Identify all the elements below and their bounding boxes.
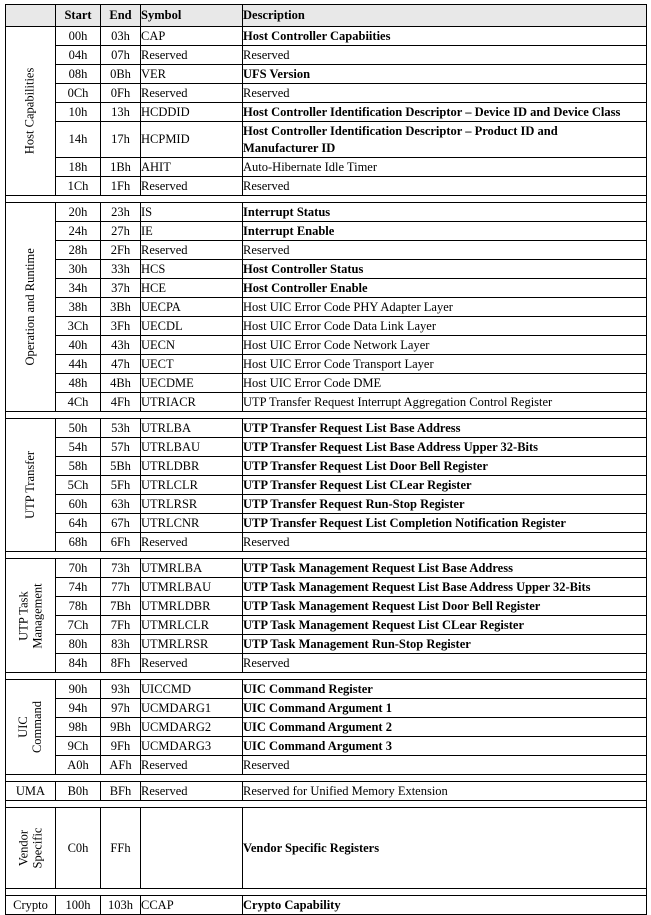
- cell-description: UIC Command Argument 1: [243, 699, 647, 718]
- cell-description: UTP Task Management Run-Stop Register: [243, 635, 647, 654]
- cell-description: UTP Transfer Request List Base Address Upper 32-Bits: [243, 438, 647, 457]
- cell-symbol: CCAP: [141, 896, 243, 915]
- section-label-operation-and-runtime: [6, 203, 56, 412]
- cell-end: 17h: [101, 122, 141, 158]
- cell-description: Reserved: [243, 654, 647, 673]
- cell-symbol: HCS: [141, 260, 243, 279]
- cell-start: 14h: [56, 122, 101, 158]
- cell-description: UTP Transfer Request Interrupt Aggregation Control Register: [243, 393, 647, 412]
- table-row: [6, 699, 647, 718]
- cell-start: 54h: [56, 438, 101, 457]
- cell-start: 70h: [56, 559, 101, 578]
- section-label-line: UIC: [16, 716, 31, 738]
- cell-symbol: UTMRLDBR: [141, 597, 243, 616]
- cell-end: 9Bh: [101, 718, 141, 737]
- cell-end: 47h: [101, 355, 141, 374]
- table-row: [6, 374, 647, 393]
- cell-start: 74h: [56, 578, 101, 597]
- table-row: [6, 438, 647, 457]
- section-label-utp-task-management: [6, 559, 56, 673]
- cell-description: Reserved: [243, 46, 647, 65]
- table-row: [6, 317, 647, 336]
- section-label-text: [17, 701, 45, 753]
- cell-description: UTP Transfer Request List CLear Register: [243, 476, 647, 495]
- section-label-text: Crypto: [13, 897, 48, 912]
- cell-description: Host UIC Error Code Data Link Layer: [243, 317, 647, 336]
- section-label-text: [17, 583, 45, 648]
- cell-start: 64h: [56, 514, 101, 533]
- cell-symbol: Reserved: [141, 533, 243, 552]
- cell-start: B0h: [56, 782, 101, 801]
- table-row: [6, 635, 647, 654]
- cell-start: 9Ch: [56, 737, 101, 756]
- cell-end: 7Bh: [101, 597, 141, 616]
- cell-description: Host UIC Error Code DME: [243, 374, 647, 393]
- cell-end: 53h: [101, 419, 141, 438]
- cell-description: Reserved: [243, 177, 647, 196]
- cell-end: 83h: [101, 635, 141, 654]
- cell-description: Reserved: [243, 241, 647, 260]
- cell-description: Host Controller Identification Descriptor – Device ID and Device Class: [243, 103, 647, 122]
- section-label-line: Specific: [30, 827, 45, 869]
- cell-symbol: UTMRLCLR: [141, 616, 243, 635]
- section-separator: [6, 552, 647, 559]
- cell-start: 98h: [56, 718, 101, 737]
- cell-end: 0Bh: [101, 65, 141, 84]
- cell-symbol: HCPMID: [141, 122, 243, 158]
- section-label-vendor-specific: [6, 808, 56, 889]
- cell-end: 27h: [101, 222, 141, 241]
- table-row: [6, 84, 647, 103]
- table-row: [6, 808, 647, 889]
- cell-symbol: Reserved: [141, 782, 243, 801]
- cell-description: Host UIC Error Code Transport Layer: [243, 355, 647, 374]
- cell-description: Interrupt Status: [243, 203, 647, 222]
- cell-description: UTP Task Management Request List Door Bell Register: [243, 597, 647, 616]
- cell-start: 3Ch: [56, 317, 101, 336]
- cell-symbol: UTRLRSR: [141, 495, 243, 514]
- cell-symbol: UCMDARG2: [141, 718, 243, 737]
- cell-symbol: HCDDID: [141, 103, 243, 122]
- cell-end: 1Fh: [101, 177, 141, 196]
- cell-symbol: AHIT: [141, 158, 243, 177]
- section-separator: [6, 889, 647, 896]
- cell-start: 80h: [56, 635, 101, 654]
- section-label-line: UTP Task: [16, 590, 31, 641]
- cell-end: 2Fh: [101, 241, 141, 260]
- cell-end: AFh: [101, 756, 141, 775]
- table-row: [6, 203, 647, 222]
- cell-end: FFh: [101, 808, 141, 889]
- cell-symbol: [141, 808, 243, 889]
- cell-description: Auto-Hibernate Idle Timer: [243, 158, 647, 177]
- rotated-label-wrapper: [6, 67, 55, 155]
- cell-symbol: UTMRLBA: [141, 559, 243, 578]
- table-row: [6, 336, 647, 355]
- section-label-line: Management: [30, 582, 45, 649]
- cell-symbol: UECDL: [141, 317, 243, 336]
- header-cell-section: [6, 5, 56, 27]
- table-row: [6, 718, 647, 737]
- table-row: [6, 158, 647, 177]
- table-row: [6, 457, 647, 476]
- cell-symbol: UCMDARG1: [141, 699, 243, 718]
- cell-start: 10h: [56, 103, 101, 122]
- cell-start: 40h: [56, 336, 101, 355]
- cell-symbol: VER: [141, 65, 243, 84]
- cell-symbol: UECT: [141, 355, 243, 374]
- rotated-label-wrapper: [6, 827, 55, 869]
- cell-symbol: UCMDARG3: [141, 737, 243, 756]
- table-row: [6, 298, 647, 317]
- cell-description: UFS Version: [243, 65, 647, 84]
- cell-start: 44h: [56, 355, 101, 374]
- cell-start: 24h: [56, 222, 101, 241]
- cell-start: 30h: [56, 260, 101, 279]
- cell-start: 78h: [56, 597, 101, 616]
- cell-start: 0Ch: [56, 84, 101, 103]
- rotated-label-wrapper: [6, 582, 55, 649]
- rotated-label-wrapper: [6, 248, 55, 366]
- cell-description: Host Controller Capabiities: [243, 27, 647, 46]
- table-row: [6, 177, 647, 196]
- cell-symbol: Reserved: [141, 46, 243, 65]
- section-separator: [6, 801, 647, 808]
- cell-symbol: Reserved: [141, 756, 243, 775]
- cell-description: Reserved: [243, 84, 647, 103]
- cell-symbol: HCE: [141, 279, 243, 298]
- ufs-register-map-table: [5, 4, 647, 915]
- table-row: [6, 46, 647, 65]
- cell-symbol: UICCMD: [141, 680, 243, 699]
- cell-symbol: UTRIACR: [141, 393, 243, 412]
- section-label-uma: [6, 782, 56, 801]
- table-row: [6, 279, 647, 298]
- cell-description: Host UIC Error Code PHY Adapter Layer: [243, 298, 647, 317]
- section-separator: [6, 412, 647, 419]
- cell-end: 4Fh: [101, 393, 141, 412]
- section-label-line: Host Capabilities: [22, 67, 37, 155]
- cell-start: 4Ch: [56, 393, 101, 412]
- cell-description: UTP Transfer Request List Door Bell Register: [243, 457, 647, 476]
- cell-description: UTP Task Management Request List Base Address: [243, 559, 647, 578]
- table-row: [6, 782, 647, 801]
- table-row: [6, 559, 647, 578]
- cell-symbol: UTMRLRSR: [141, 635, 243, 654]
- cell-start: 5Ch: [56, 476, 101, 495]
- cell-end: 13h: [101, 103, 141, 122]
- table-row: [6, 393, 647, 412]
- cell-symbol: IS: [141, 203, 243, 222]
- table-header-row: [6, 5, 647, 27]
- cell-start: 7Ch: [56, 616, 101, 635]
- cell-description: UIC Command Argument 2: [243, 718, 647, 737]
- cell-symbol: CAP: [141, 27, 243, 46]
- cell-description: UTP Transfer Request List Base Address: [243, 419, 647, 438]
- cell-symbol: UECPA: [141, 298, 243, 317]
- cell-start: 38h: [56, 298, 101, 317]
- section-label-text: [17, 828, 45, 869]
- cell-end: 03h: [101, 27, 141, 46]
- table-row: [6, 896, 647, 915]
- cell-end: 5Fh: [101, 476, 141, 495]
- section-label-line: UTP Transfer: [22, 451, 37, 519]
- table-row: [6, 27, 647, 46]
- table-row: [6, 495, 647, 514]
- cell-start: 90h: [56, 680, 101, 699]
- cell-symbol: Reserved: [141, 84, 243, 103]
- section-separator: [6, 196, 647, 203]
- section-label-crypto: [6, 896, 56, 915]
- cell-symbol: UTRLBAU: [141, 438, 243, 457]
- table-row: [6, 654, 647, 673]
- table-row: [6, 222, 647, 241]
- cell-end: 37h: [101, 279, 141, 298]
- section-label-line: Command: [30, 700, 45, 754]
- section-separator: [6, 673, 647, 680]
- rotated-label-wrapper: [6, 700, 55, 754]
- cell-end: 9Fh: [101, 737, 141, 756]
- cell-end: 1Bh: [101, 158, 141, 177]
- cell-start: 20h: [56, 203, 101, 222]
- table-row: [6, 65, 647, 84]
- header-cell-description: Description: [243, 5, 647, 27]
- cell-symbol: UTRLCNR: [141, 514, 243, 533]
- cell-start: 58h: [56, 457, 101, 476]
- cell-end: 97h: [101, 699, 141, 718]
- cell-description: UTP Transfer Request Run-Stop Register: [243, 495, 647, 514]
- cell-start: 48h: [56, 374, 101, 393]
- cell-end: 07h: [101, 46, 141, 65]
- cell-end: BFh: [101, 782, 141, 801]
- cell-start: 28h: [56, 241, 101, 260]
- rotated-label-wrapper: [6, 451, 55, 519]
- table-row: [6, 680, 647, 699]
- cell-description: Reserved: [243, 756, 647, 775]
- cell-end: 3Bh: [101, 298, 141, 317]
- cell-end: 23h: [101, 203, 141, 222]
- cell-symbol: UTRLBA: [141, 419, 243, 438]
- cell-description: UTP Task Management Request List CLear Register: [243, 616, 647, 635]
- section-label-text: [24, 248, 38, 365]
- cell-start: 08h: [56, 65, 101, 84]
- cell-end: 33h: [101, 260, 141, 279]
- cell-symbol: UTRLCLR: [141, 476, 243, 495]
- table-row: [6, 756, 647, 775]
- table-row: [6, 103, 647, 122]
- cell-description: Host Controller Status: [243, 260, 647, 279]
- table-row: [6, 476, 647, 495]
- section-label-uic-command: [6, 680, 56, 775]
- section-label-line: Vendor: [16, 829, 31, 867]
- cell-description: Host UIC Error Code Network Layer: [243, 336, 647, 355]
- cell-description: UIC Command Register: [243, 680, 647, 699]
- cell-description: Reserved for Unified Memory Extension: [243, 782, 647, 801]
- header-cell-symbol: Symbol: [141, 5, 243, 27]
- cell-end: 0Fh: [101, 84, 141, 103]
- section-label-utp-transfer: [6, 419, 56, 552]
- cell-start: 18h: [56, 158, 101, 177]
- table-body: [6, 5, 647, 915]
- table-row: [6, 514, 647, 533]
- cell-end: 7Fh: [101, 616, 141, 635]
- cell-symbol: Reserved: [141, 654, 243, 673]
- cell-description: Host Controller Identification Descriptor – Product ID and Manufacturer ID: [243, 122, 647, 158]
- cell-start: 50h: [56, 419, 101, 438]
- cell-description: UTP Transfer Request List Completion Notification Register: [243, 514, 647, 533]
- cell-symbol: UECDME: [141, 374, 243, 393]
- table-row: [6, 419, 647, 438]
- section-label-text: [24, 451, 38, 519]
- cell-end: 63h: [101, 495, 141, 514]
- cell-start: 60h: [56, 495, 101, 514]
- cell-end: 6Fh: [101, 533, 141, 552]
- cell-symbol: Reserved: [141, 177, 243, 196]
- table-row: [6, 533, 647, 552]
- cell-end: 3Fh: [101, 317, 141, 336]
- cell-start: 00h: [56, 27, 101, 46]
- cell-end: 4Bh: [101, 374, 141, 393]
- cell-end: 57h: [101, 438, 141, 457]
- table-row: [6, 616, 647, 635]
- table-row: [6, 241, 647, 260]
- section-label-text: [24, 68, 38, 154]
- cell-start: 84h: [56, 654, 101, 673]
- cell-symbol: IE: [141, 222, 243, 241]
- cell-description: UTP Task Management Request List Base Address Upper 32-Bits: [243, 578, 647, 597]
- cell-symbol: UECN: [141, 336, 243, 355]
- table-row: [6, 737, 647, 756]
- section-label-line: Operation and Runtime: [22, 248, 37, 366]
- cell-description: Host Controller Enable: [243, 279, 647, 298]
- section-separator: [6, 775, 647, 782]
- cell-description: Vendor Specific Registers: [243, 808, 647, 889]
- header-cell-start: Start: [56, 5, 101, 27]
- cell-end: 67h: [101, 514, 141, 533]
- section-label-text: UMA: [15, 783, 46, 798]
- table-row: [6, 122, 647, 158]
- cell-symbol: UTMRLBAU: [141, 578, 243, 597]
- cell-description: Crypto Capability: [243, 896, 647, 915]
- cell-start: 04h: [56, 46, 101, 65]
- cell-start: 1Ch: [56, 177, 101, 196]
- cell-start: 94h: [56, 699, 101, 718]
- cell-start: C0h: [56, 808, 101, 889]
- cell-start: 68h: [56, 533, 101, 552]
- cell-start: 34h: [56, 279, 101, 298]
- table-row: [6, 260, 647, 279]
- cell-description: Interrupt Enable: [243, 222, 647, 241]
- cell-symbol: Reserved: [141, 241, 243, 260]
- cell-start: A0h: [56, 756, 101, 775]
- cell-description: UIC Command Argument 3: [243, 737, 647, 756]
- cell-end: 77h: [101, 578, 141, 597]
- cell-end: 93h: [101, 680, 141, 699]
- cell-end: 43h: [101, 336, 141, 355]
- cell-end: 5Bh: [101, 457, 141, 476]
- cell-end: 103h: [101, 896, 141, 915]
- cell-symbol: UTRLDBR: [141, 457, 243, 476]
- cell-start: 100h: [56, 896, 101, 915]
- cell-description: Reserved: [243, 533, 647, 552]
- section-label-host-capabilities: [6, 27, 56, 196]
- table-row: [6, 355, 647, 374]
- cell-end: 73h: [101, 559, 141, 578]
- header-cell-end: End: [101, 5, 141, 27]
- table-row: [6, 597, 647, 616]
- table-row: [6, 578, 647, 597]
- cell-end: 8Fh: [101, 654, 141, 673]
